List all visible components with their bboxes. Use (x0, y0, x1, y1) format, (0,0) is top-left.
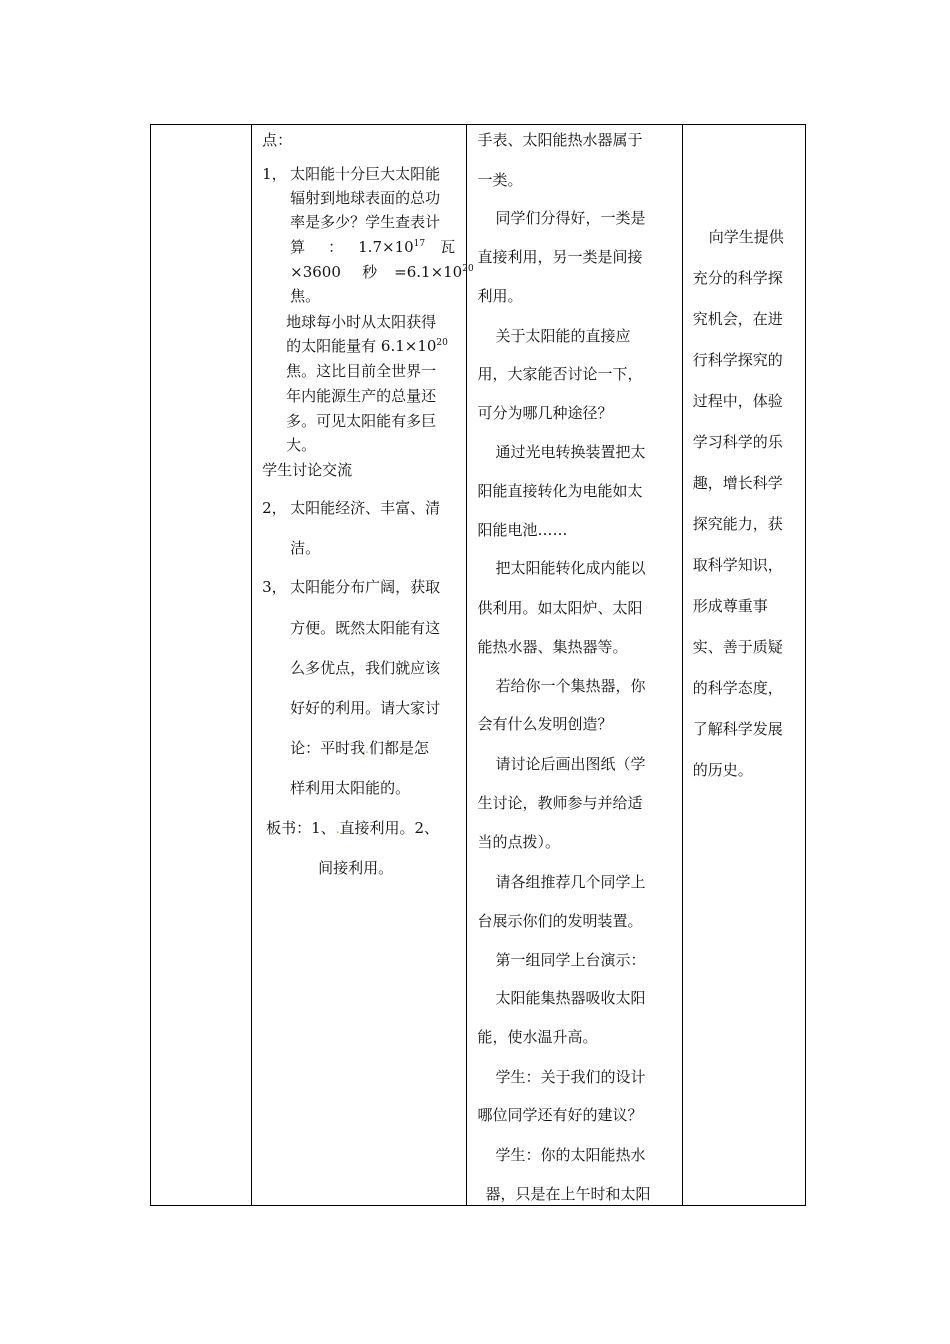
intro-text: 点： (262, 131, 293, 149)
item-3-line: 好好的利用。请大家讨 (290, 699, 441, 717)
paragraph-line: 地球每小时从太阳获得 (286, 313, 437, 331)
item-1-line: 辐射到地球表面的总功 (290, 189, 441, 207)
teacher-text-line: 手表、太阳能热水器属于 (477, 131, 643, 149)
paragraph-line: 大。 (286, 436, 317, 454)
intent-text-line: 究机会，在进 (692, 310, 783, 328)
item-3-line: 太阳能分布广阔，获取 (290, 578, 441, 596)
paragraph-line: 焦。这比目前全世界一 (286, 362, 437, 380)
teacher-activity-cell (467, 125, 682, 1206)
intent-text-line: 充分的科学探 (692, 269, 783, 287)
teacher-text-line: 学生：你的太阳能热水 (495, 1146, 646, 1164)
intent-text-line: 趣，增长科学 (692, 474, 783, 492)
teacher-text-line: 生讨论，教师参与并给适 (477, 794, 643, 812)
formula-base: =6.1×10 (394, 263, 463, 281)
time-formula: ×3600 (290, 263, 341, 281)
teacher-text-line: 太阳能集热器吸收太阳 (495, 989, 646, 1007)
teacher-text-line: 把太阳能转化成内能以 (495, 559, 646, 577)
teacher-text-line: 阳能直接转化为电能如太 (477, 482, 643, 500)
board-notes (266, 819, 439, 838)
intent-text-line: 形成尊重事 (692, 597, 768, 615)
item-2-line: 太阳能经济、丰富、清 (290, 499, 441, 517)
intent-text-line: 过程中，体验 (692, 392, 783, 410)
board-notes-text: 直接利用。2、 (339, 819, 440, 837)
item-3-line-text: 论：平时我 (290, 739, 366, 757)
item-1-line: 太阳能十分巨大太阳能 (290, 165, 441, 183)
teacher-text-line: 直接利用，另一类是间接 (477, 248, 643, 266)
board-notes-text: 板书：1、 (266, 819, 336, 837)
item-1-number: 1， (262, 165, 287, 183)
item-2-number: 2， (262, 499, 287, 517)
item-3-line (290, 739, 429, 758)
intent-text-line: 的历史。 (692, 761, 753, 779)
paragraph-line: 年内能源生产的总量还 (286, 387, 437, 405)
formula-base: 1.7×10 (358, 238, 414, 256)
teacher-text-line: 会有什么发明创造？ (477, 715, 613, 733)
item-3-line: 样利用太阳能的。 (290, 779, 411, 797)
power-formula (358, 238, 425, 256)
mark-dot-icon: . (365, 742, 369, 756)
item-1-line: 算 (290, 238, 306, 256)
discuss-heading: 学生讨论交流 (262, 461, 353, 479)
item-1-line: 率是多少？学生查表计 (290, 213, 441, 231)
teacher-text-line: 第一组同学上台演示： (495, 951, 646, 969)
student-activity-cell (252, 125, 474, 1206)
table-row (151, 125, 806, 1206)
paragraph-line (286, 337, 448, 355)
teacher-text-line: 通过光电转换装置把太 (495, 443, 646, 461)
teacher-text-line: 一类。 (477, 171, 523, 189)
mark-dot-icon: . (335, 822, 340, 836)
board-notes: 间接利用。 (318, 859, 394, 877)
teacher-text-line: 哪位同学还有好的建议？ (477, 1106, 643, 1124)
item-3-line-text: 们都是怎 (368, 739, 429, 757)
teacher-text-line: 能，使水温升高。 (477, 1028, 598, 1046)
teacher-text-line: 能热水器、集热器等。 (477, 638, 628, 656)
teacher-text-line: 台展示你们的发明装置。 (477, 912, 643, 930)
intent-text-line: 了解科学发展 (692, 720, 783, 738)
teacher-text-line: 若给你一个集热器，你 (495, 677, 646, 695)
formula-exponent: 20 (436, 338, 448, 348)
teacher-text-line: 关于太阳能的直接应 (495, 327, 631, 345)
teacher-text-line: 阳能电池…… (477, 521, 568, 539)
item-2-line: 洁。 (290, 539, 321, 557)
paragraph-line-text: 的太阳能量有 6.1×10 (286, 337, 437, 355)
teacher-text-line: 学生：关于我们的设计 (495, 1068, 646, 1086)
teacher-text-line: 用，大家能否讨论一下， (477, 365, 643, 383)
intent-text-line: 学习科学的乐 (692, 433, 783, 451)
lesson-plan-table (150, 124, 806, 1206)
column-1-cell (151, 125, 252, 1206)
unit-text: 瓦 (440, 238, 456, 256)
intent-text-line: 行科学探究的 (692, 351, 783, 369)
energy-formula (394, 263, 474, 281)
intent-text-line: 探究能力，获 (692, 515, 783, 533)
design-intent-cell (682, 125, 805, 1206)
teacher-text-line: 同学们分得好，一类是 (495, 209, 646, 227)
formula-exponent: 17 (413, 239, 426, 249)
teacher-text-line: 供利用。如太阳炉、太阳 (477, 599, 643, 617)
item-3-line: 方便。既然太阳能有这 (290, 619, 441, 637)
intent-text-line: 向学生提供 (708, 228, 784, 246)
intent-text-line: 取科学知识， (692, 556, 783, 574)
teacher-text-line: 当的点拨）。 (477, 833, 560, 851)
teacher-text-line: 器，只是在上午时和太阳 (485, 1185, 651, 1203)
unit-text: 秒 (362, 263, 378, 281)
teacher-text-line: 利用。 (477, 287, 523, 305)
item-3-line: 么多优点，我们就应该 (290, 659, 441, 677)
paragraph-line: 多。可见太阳能有多巨 (286, 412, 437, 430)
item-1-line: 焦。 (290, 287, 321, 305)
intent-text-line: 的科学态度， (692, 679, 783, 697)
item-3-number: 3， (262, 578, 287, 596)
formula-exponent: 20 (462, 264, 474, 274)
item-1-line: ： (328, 238, 344, 256)
teacher-text-line: 可分为哪几种途径？ (477, 404, 613, 422)
teacher-text-line: 请讨论后画出图纸（学 (495, 755, 646, 773)
intent-text-line: 实、善于质疑 (692, 638, 783, 656)
teacher-text-line: 请各组推荐几个同学上 (495, 873, 646, 891)
